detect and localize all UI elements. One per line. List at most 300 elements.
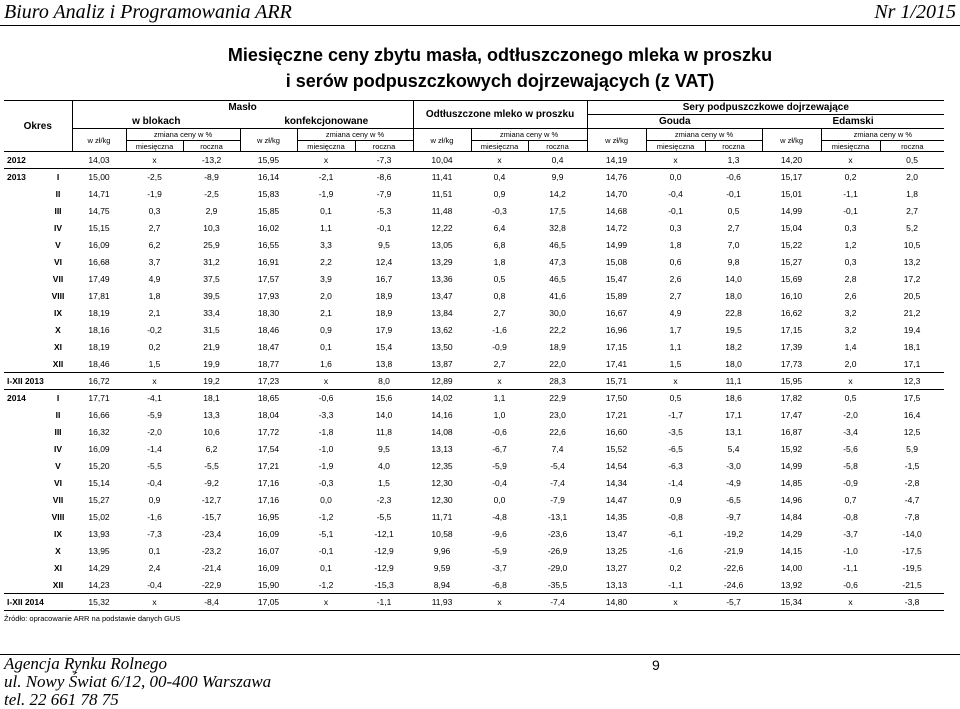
value-cell: 9,8 (727, 257, 740, 267)
value-cell: -22,9 (201, 579, 222, 590)
value-cell: -17,5 (902, 546, 922, 556)
table-row (4, 543, 944, 560)
value-cell: 17,1 (903, 358, 921, 369)
header-gouda: Gouda (587, 115, 762, 129)
value-cell: 13,87 (431, 358, 453, 369)
value-cell: 2,1 (148, 308, 161, 318)
value-cell: 0,0 (320, 495, 332, 505)
value-cell: 18,9 (375, 291, 393, 301)
value-cell: 16,72 (72, 373, 126, 390)
value-cell: 2,0 (844, 358, 857, 369)
value-cell: 11,48 (431, 206, 453, 216)
value-cell: 0,2 (844, 172, 857, 183)
value-cell: x (126, 373, 183, 390)
value-cell: -13,1 (547, 512, 568, 522)
year-label (4, 424, 44, 441)
value-cell: 9,96 (433, 546, 451, 556)
value-cell: -21,5 (902, 579, 922, 590)
value-cell: 10,04 (413, 152, 471, 169)
value-cell: 3,7 (148, 257, 161, 267)
value-cell: 13,8 (375, 358, 393, 369)
value-cell: 2,2 (320, 257, 332, 267)
value-cell: -9,2 (204, 478, 219, 488)
value-cell: 0,3 (844, 257, 857, 267)
yearly-header: roczna (528, 141, 587, 152)
value-cell: -9,7 (726, 512, 741, 522)
table-row (4, 339, 944, 356)
value-cell: 0,0 (669, 172, 682, 183)
value-cell: -15,3 (374, 579, 394, 590)
value-cell: 1,8 (906, 189, 918, 199)
value-cell: 3,2 (844, 325, 857, 335)
value-cell: -7,8 (904, 512, 920, 522)
month-label: III (54, 427, 62, 437)
value-cell: 17,15 (780, 325, 803, 335)
value-cell: 11,71 (431, 512, 453, 522)
year-label (4, 220, 44, 237)
value-cell: 13,36 (431, 274, 453, 284)
table-row (4, 475, 944, 492)
value-cell: -8,6 (376, 172, 392, 183)
value-cell: -15,7 (201, 512, 222, 522)
header-maslo: Masło (72, 101, 413, 115)
month-label: IV (53, 223, 63, 233)
value-cell: 18,2 (725, 342, 742, 352)
year-label (4, 492, 44, 509)
value-cell: 15,85 (257, 206, 280, 216)
value-cell: -29,0 (547, 563, 568, 573)
value-cell: 18,1 (203, 393, 220, 404)
value-cell: 11,1 (705, 373, 762, 390)
value-cell: 22,2 (549, 325, 566, 335)
value-cell: 17,5 (549, 206, 566, 216)
value-cell: -0,1 (843, 206, 858, 216)
value-cell: -7,3 (355, 152, 413, 169)
value-cell: -5,5 (147, 461, 162, 471)
table-row (4, 220, 944, 237)
value-cell: -5,8 (843, 461, 858, 471)
value-cell: 14,99 (780, 461, 803, 471)
value-cell: 12,30 (431, 478, 453, 488)
value-cell: 15,20 (88, 461, 110, 471)
value-cell: -0,6 (318, 393, 334, 404)
value-cell: -4,1 (147, 393, 162, 404)
value-cell: 18,19 (88, 308, 110, 318)
value-cell: 13,13 (431, 444, 453, 454)
table-row (4, 390, 944, 407)
table-row (4, 237, 944, 254)
value-cell: 2,9 (205, 206, 218, 216)
value-cell: 12,22 (431, 223, 453, 233)
value-cell: 14,54 (605, 461, 628, 471)
value-cell: -1,2 (318, 512, 334, 522)
value-cell: -0,6 (726, 172, 741, 183)
value-cell: 0,8 (493, 291, 506, 301)
value-cell: 1,1 (669, 342, 682, 352)
value-cell: 15,27 (780, 257, 803, 267)
value-cell: -7,9 (376, 189, 392, 199)
value-cell: 15,02 (88, 512, 110, 522)
value-cell: 0,9 (148, 495, 161, 505)
value-cell: 16,02 (257, 223, 280, 233)
value-cell: 0,9 (320, 325, 332, 335)
value-cell: -0,1 (726, 189, 741, 199)
value-cell: 0,3 (844, 223, 857, 233)
value-cell: 17,71 (88, 393, 110, 404)
year-label (4, 560, 44, 577)
value-cell: 12,89 (413, 373, 471, 390)
value-cell: 15,04 (780, 223, 803, 233)
month-label: XII (52, 579, 64, 590)
value-cell: 2,1 (320, 308, 332, 318)
value-cell: 22,8 (725, 308, 742, 318)
value-cell: -2,5 (204, 189, 219, 199)
value-cell: 17,50 (605, 393, 628, 404)
value-cell: 14,20 (762, 152, 821, 169)
value-cell: 22,6 (549, 427, 566, 437)
value-cell: 13,47 (431, 291, 453, 301)
value-cell: 0,1 (148, 546, 161, 556)
value-cell: 1,5 (378, 478, 390, 488)
value-cell: -5,3 (376, 206, 392, 216)
value-cell: -9,6 (492, 529, 507, 539)
value-cell: 2,7 (493, 358, 506, 369)
yearly-header: roczna (880, 141, 944, 152)
value-cell: -0,2 (147, 325, 162, 335)
value-cell: 14,15 (780, 546, 803, 556)
value-cell: 15,4 (375, 342, 393, 352)
value-cell: -14,0 (902, 529, 922, 539)
value-cell: -1,1 (355, 594, 413, 611)
value-cell: 19,4 (903, 325, 921, 335)
value-cell: 13,13 (605, 579, 628, 590)
year-label (4, 203, 44, 220)
value-cell: x (471, 373, 528, 390)
value-cell: 19,9 (203, 358, 220, 369)
year-label (4, 288, 44, 305)
value-cell: 11,51 (431, 189, 453, 199)
value-cell: 15,95 (240, 152, 297, 169)
value-cell: 6,2 (148, 240, 161, 250)
value-cell: 17,39 (780, 342, 803, 352)
month-label: X (55, 546, 61, 556)
value-cell: 17,23 (240, 373, 297, 390)
value-cell: -5,5 (376, 512, 392, 522)
value-cell: -23,4 (201, 529, 222, 539)
month-label: VII (52, 274, 64, 284)
value-cell: 9,5 (378, 444, 390, 454)
footer-agency-block (4, 655, 271, 709)
value-cell: -1,4 (147, 444, 162, 454)
value-cell: 13,93 (88, 529, 110, 539)
value-cell: 23,0 (549, 410, 566, 420)
value-cell: x (821, 594, 880, 611)
value-cell: 16,95 (257, 512, 280, 522)
value-cell: 13,84 (431, 308, 453, 318)
period-label: I-XII 2013 (4, 373, 72, 390)
value-cell: 12,35 (431, 461, 453, 471)
value-cell: -12,9 (374, 546, 394, 556)
value-cell: 22,0 (549, 358, 566, 369)
value-cell: 14,68 (605, 206, 628, 216)
value-cell: 16,68 (88, 257, 110, 267)
year-label (4, 577, 44, 594)
value-cell: 10,58 (431, 529, 453, 539)
value-cell: 0,2 (669, 563, 682, 573)
page-title-line1: Miesięczne ceny zbytu masła, odtłuszczonego mleka w proszku (227, 45, 773, 65)
value-cell: -1,9 (318, 461, 334, 471)
value-cell: 5,2 (906, 223, 918, 233)
value-cell: 1,6 (320, 358, 332, 369)
page-title-line2: i serów podpuszczkowych dojrzewających (z VAT) (285, 71, 715, 91)
year-label (4, 186, 44, 203)
value-cell: 13,47 (605, 529, 628, 539)
value-cell: 18,19 (88, 342, 110, 352)
value-cell: -0,9 (492, 342, 507, 352)
value-cell: 1,5 (669, 358, 682, 369)
month-label: V (55, 240, 61, 250)
value-cell: -1,6 (492, 325, 507, 335)
value-cell: -0,4 (492, 478, 507, 488)
value-cell: 3,2 (844, 308, 857, 318)
value-cell: -3,4 (843, 427, 858, 437)
value-cell: 31,5 (203, 325, 220, 335)
month-label: I (56, 172, 60, 183)
value-cell: -5,7 (705, 594, 762, 611)
value-cell: 6,2 (205, 444, 218, 454)
value-cell: -0,9 (843, 478, 858, 488)
value-cell: 5,9 (906, 444, 918, 454)
value-cell: -7,4 (550, 478, 565, 488)
year-label (4, 509, 44, 526)
value-cell: 2,7 (148, 223, 161, 233)
value-cell: -1,8 (318, 427, 334, 437)
value-cell: -7,4 (528, 594, 587, 611)
row-2012 (4, 152, 944, 169)
value-cell: 17,9 (375, 325, 393, 335)
value-cell: 39,5 (203, 291, 220, 301)
page-number: 9 (652, 657, 660, 673)
value-cell: -7,9 (550, 495, 565, 505)
value-cell: 0,2 (148, 342, 161, 352)
value-cell: x (471, 594, 528, 611)
value-cell: 0,5 (880, 152, 944, 169)
value-cell: 0,4 (528, 152, 587, 169)
value-cell: 14,96 (780, 495, 803, 505)
value-cell: -23,6 (547, 529, 568, 539)
value-cell: 13,92 (780, 579, 803, 590)
value-cell: 0,9 (669, 495, 682, 505)
value-cell: 18,16 (88, 325, 110, 335)
unit-header: w zł/kg (72, 129, 126, 152)
value-cell: 0,9 (493, 189, 506, 199)
value-cell: -0,8 (668, 512, 683, 522)
value-cell: -1,0 (843, 546, 858, 556)
value-cell: 18,0 (725, 291, 742, 301)
table-row (4, 288, 944, 305)
table-row (4, 169, 944, 186)
value-cell: 12,3 (880, 373, 944, 390)
value-cell: 9,5 (378, 240, 390, 250)
value-cell: 18,6 (725, 393, 742, 404)
value-cell: -5,9 (492, 546, 507, 556)
year-label (4, 543, 44, 560)
value-cell: 1,1 (493, 393, 506, 404)
value-cell: 11,41 (431, 172, 453, 183)
value-cell: 0,3 (669, 223, 682, 233)
header-konfekcjonowane: konfekcjonowane (240, 115, 413, 129)
value-cell: x (297, 594, 355, 611)
monthly-header: miesięczna (126, 141, 183, 152)
value-cell: 16,7 (375, 274, 393, 284)
header-okres: Okres (4, 101, 72, 152)
value-cell: 15,95 (762, 373, 821, 390)
yearly-header: roczna (705, 141, 762, 152)
table-row (4, 424, 944, 441)
value-cell: 1,1 (320, 223, 332, 233)
value-cell: 25,9 (203, 240, 220, 250)
table-row (4, 526, 944, 543)
value-cell: 4,9 (148, 274, 161, 284)
value-cell: 1,7 (669, 325, 682, 335)
value-cell: 14,2 (549, 189, 566, 199)
value-cell: 22,9 (549, 393, 566, 404)
value-cell: 14,0 (375, 410, 393, 420)
value-cell: -6,5 (668, 444, 683, 454)
value-cell: -1,0 (318, 444, 334, 454)
value-cell: 13,2 (903, 257, 921, 267)
month-label: IV (53, 444, 63, 454)
year-label (4, 356, 44, 373)
value-cell: 17,5 (903, 393, 921, 404)
value-cell: 9,59 (433, 563, 451, 573)
table-row (4, 203, 944, 220)
value-cell: -5,9 (147, 410, 162, 420)
value-cell: -0,3 (492, 206, 507, 216)
row-summary-2014 (4, 594, 944, 611)
unit-header: w zł/kg (413, 129, 471, 152)
year-label (4, 475, 44, 492)
value-cell: 13,3 (203, 410, 220, 420)
value-cell: x (126, 594, 183, 611)
value-cell: 14,29 (88, 563, 110, 573)
value-cell: 15,14 (88, 478, 110, 488)
value-cell: 18,65 (257, 393, 280, 404)
value-cell: 13,50 (431, 342, 453, 352)
yearly-header: roczna (183, 141, 240, 152)
value-cell: 14,99 (605, 240, 628, 250)
value-cell: x (297, 373, 355, 390)
value-cell: -0,4 (668, 189, 683, 199)
year-label: 2014 (7, 393, 26, 404)
table-row (4, 271, 944, 288)
value-cell: 16,09 (88, 240, 110, 250)
value-cell: 3,3 (320, 240, 332, 250)
value-cell: 0,5 (727, 206, 740, 216)
value-cell: -2,8 (904, 478, 920, 488)
footer-phone: tel. 22 661 78 75 (4, 690, 119, 709)
value-cell: 15,34 (762, 594, 821, 611)
table-row (4, 492, 944, 509)
value-cell: 16,07 (257, 546, 280, 556)
value-cell: -13,2 (183, 152, 240, 169)
value-cell: 37,5 (203, 274, 220, 284)
value-cell: -3,8 (880, 594, 944, 611)
value-cell: 16,60 (605, 427, 628, 437)
value-cell: -0,1 (668, 206, 683, 216)
value-cell: 14,85 (780, 478, 803, 488)
change-header: zmiana ceny w % (821, 129, 944, 141)
value-cell: 18,04 (257, 410, 280, 420)
value-cell: 15,92 (780, 444, 803, 454)
value-cell: 6,4 (493, 223, 506, 233)
value-cell: 16,4 (903, 410, 921, 420)
value-cell: 15,27 (88, 495, 110, 505)
value-cell: -5,5 (204, 461, 219, 471)
value-cell: 15,47 (605, 274, 628, 284)
value-cell: 15,89 (605, 291, 628, 301)
value-cell: 16,09 (257, 563, 280, 573)
table-row (4, 254, 944, 271)
value-cell: 2,6 (669, 274, 682, 284)
value-cell: 1,3 (705, 152, 762, 169)
value-cell: 15,22 (780, 240, 803, 250)
value-cell: 16,62 (780, 308, 803, 318)
value-cell: 31,2 (203, 257, 220, 267)
value-cell: -5,9 (492, 461, 507, 471)
change-header: zmiana ceny w % (471, 129, 587, 141)
table-row (4, 577, 944, 594)
month-label: II (55, 189, 61, 199)
value-cell: 17,72 (257, 427, 280, 437)
year-label (4, 526, 44, 543)
value-cell: x (297, 152, 355, 169)
table-head (4, 101, 944, 152)
value-cell: 12,4 (375, 257, 393, 267)
period-label: 2012 (4, 152, 72, 169)
value-cell: 1,0 (493, 410, 506, 420)
value-cell: 0,6 (669, 257, 682, 267)
value-cell: -6,3 (668, 461, 683, 471)
value-cell: 21,9 (203, 342, 220, 352)
value-cell: -6,8 (492, 579, 507, 590)
value-cell: 9,9 (551, 172, 564, 183)
header-title: Biuro Analiz i Programowania ARR (4, 1, 292, 23)
header-w-blokach: w blokach (72, 115, 240, 129)
year-label: 2013 (7, 172, 26, 183)
value-cell: 18,9 (375, 308, 393, 318)
value-cell: 30,0 (549, 308, 566, 318)
value-cell: 17,05 (240, 594, 297, 611)
value-cell: -8,4 (183, 594, 240, 611)
value-cell: 17,93 (257, 291, 280, 301)
value-cell: 17,16 (257, 478, 280, 488)
value-cell: x (471, 152, 528, 169)
value-cell: 13,29 (431, 257, 453, 267)
value-cell: 14,47 (605, 495, 628, 505)
value-cell: 14,34 (605, 478, 628, 488)
value-cell: 20,5 (903, 291, 921, 301)
value-cell: 17,81 (88, 291, 110, 301)
value-cell: 14,99 (780, 206, 803, 216)
value-cell: 16,66 (88, 410, 110, 420)
value-cell: 14,35 (605, 512, 628, 522)
header-divider (0, 25, 960, 26)
value-cell: -23,2 (201, 546, 222, 556)
value-cell: 4,9 (669, 308, 682, 318)
value-cell: -2,1 (318, 172, 334, 183)
value-cell: -12,9 (374, 563, 394, 573)
